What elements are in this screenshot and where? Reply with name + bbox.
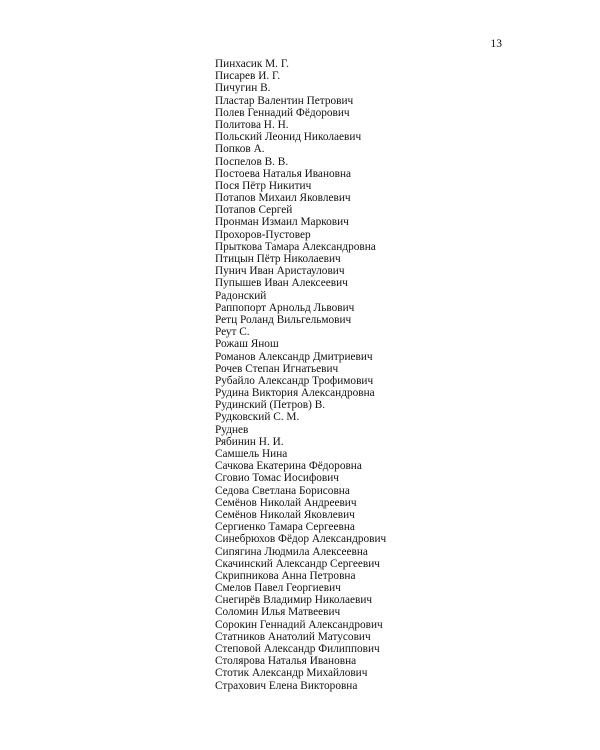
list-item: Романов Александр Дмитриевич bbox=[215, 350, 373, 363]
list-item: Рочев Степан Игнатьевич bbox=[215, 362, 339, 375]
list-item: Пластар Валентин Петрович bbox=[215, 94, 354, 107]
list-item: Реут С. bbox=[215, 326, 250, 339]
list-item: Самшель Нина bbox=[215, 448, 288, 460]
list-item: Прохоров-Пустовер bbox=[215, 228, 311, 241]
list-item: Рудинский (Петров) В. bbox=[215, 399, 326, 412]
list-item: Потапов Михаил Яковлевич bbox=[215, 192, 351, 205]
list-item: Рудковский С. М. bbox=[215, 411, 300, 424]
list-item: Пупышев Иван Алексеевич bbox=[215, 277, 348, 290]
list-item: Руднев bbox=[215, 423, 249, 436]
list-item: Сипягина Людмила Алексеевна bbox=[215, 545, 368, 558]
list-item: Рубайло Александр Трофимович bbox=[215, 374, 374, 387]
list-item: Сговио Томас Иосифович bbox=[215, 472, 339, 485]
list-item: Рябинин Н. И. bbox=[215, 435, 284, 448]
list-item: Писарев И. Г. bbox=[215, 70, 281, 83]
list-item: Радонский bbox=[215, 289, 267, 302]
list-item: Птицын Пётр Николаевич bbox=[215, 253, 341, 265]
page-number: 13 bbox=[490, 38, 502, 50]
list-item: Скачинский Александр Сергеевич bbox=[215, 557, 380, 570]
list-item: Полев Геннадий Фёдорович bbox=[215, 106, 350, 119]
list-item: Пунич Иван Аристаулович bbox=[215, 265, 345, 278]
list-item: Пося Пётр Никитич bbox=[215, 179, 312, 192]
list-item: Постоева Наталья Ивановна bbox=[215, 167, 352, 180]
list-item: Попков А. bbox=[215, 143, 265, 156]
list-item: Сачкова Екатерина Фёдоровна bbox=[215, 460, 362, 473]
list-item: Поспелов В. В. bbox=[215, 155, 289, 168]
list-item: Соломин Илья Матвеевич bbox=[215, 606, 341, 619]
list-item: Пичугин В. bbox=[215, 82, 271, 95]
list-item: Рожаш Янош bbox=[215, 338, 279, 351]
list-item: Семёнов Николай Андреевич bbox=[215, 496, 357, 509]
list-item: Пронман Измаил Маркович bbox=[215, 216, 349, 229]
list-item: Сорокин Геннадий Александрович bbox=[215, 618, 383, 631]
list-item: Сергиенко Тамара Сергеевна bbox=[215, 521, 355, 534]
list-item: Статников Анатолий Матусович bbox=[215, 630, 371, 643]
list-item: Страхович Елена Викторовна bbox=[215, 679, 358, 692]
list-item: Снегирёв Владимир Николаевич bbox=[215, 594, 373, 607]
list-item: Потапов Сергей bbox=[215, 204, 293, 217]
list-item: Синебрюхов Фёдор Александрович bbox=[215, 533, 387, 546]
list-item: Польский Леонид Николаевич bbox=[215, 131, 362, 144]
list-item: Семёнов Николай Яковлевич bbox=[215, 508, 355, 521]
list-item: Степовой Александр Филиппович bbox=[215, 643, 380, 655]
list-item: Рудина Виктория Александровна bbox=[215, 387, 375, 400]
list-item: Прыткова Тамара Александровна bbox=[215, 240, 376, 253]
list-item: Раппопорт Арнольд Львович bbox=[215, 301, 355, 314]
list-item: Скрипникова Анна Петровна bbox=[215, 569, 356, 582]
list-item: Стотик Александр Михайлович bbox=[215, 667, 368, 680]
name-list bbox=[215, 58, 535, 692]
list-item: Политова Н. Н. bbox=[215, 118, 289, 131]
list-item: Ретц Роланд Вильгельмович bbox=[215, 313, 352, 326]
list-item: Пинхасик М. Г. bbox=[215, 58, 289, 70]
list-item: Седова Светлана Борисовна bbox=[215, 484, 350, 497]
list-item: Столярова Наталья Ивановна bbox=[215, 655, 357, 668]
list-item: Смелов Павел Георгиевич bbox=[215, 582, 341, 595]
